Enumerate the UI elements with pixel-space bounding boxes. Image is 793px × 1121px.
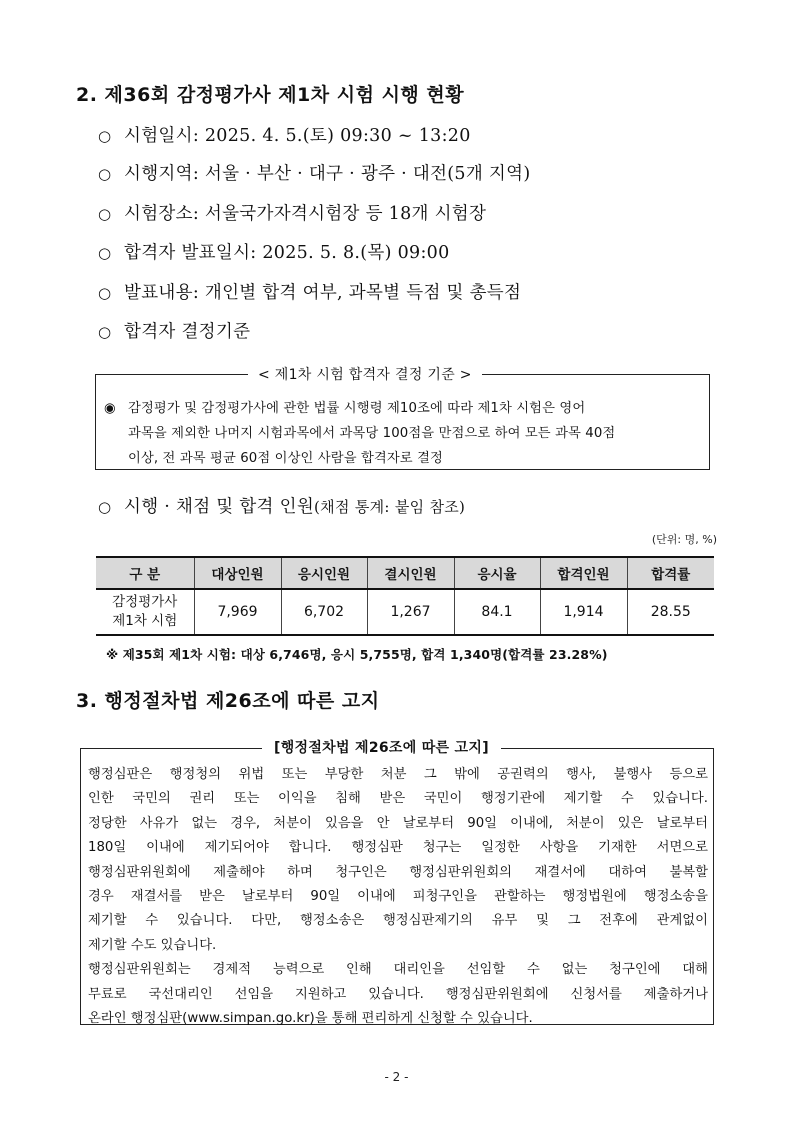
circle-bullet-icon: ○ bbox=[98, 127, 112, 145]
circle-bullet-icon: ○ bbox=[98, 165, 112, 183]
bullet-note: (채점 통계: 붙임 참조) bbox=[314, 498, 466, 516]
table-header: 대상인원 bbox=[194, 557, 281, 589]
notice-line: 정당한 사유가 없는 경우, 처분이 있음을 안 날로부터 90일 이내에, 처분이 있은 날로부터 bbox=[88, 815, 708, 831]
circle-bullet-icon: ○ bbox=[98, 244, 112, 262]
table-row bbox=[96, 589, 714, 635]
table-header: 결시인원 bbox=[367, 557, 454, 589]
table-header: 응시율 bbox=[454, 557, 540, 589]
notice-line: 온라인 행정심판(www.simpan.go.kr)을 통해 편리하게 신청할 수 있습니다. bbox=[88, 1011, 533, 1027]
circle-bullet-icon: ○ bbox=[98, 498, 112, 516]
notice-line: 제기할 수 있습니다. 다만, 행정소송은 행정심판제기의 유무 및 그 전후에 관계없이 bbox=[88, 913, 708, 929]
notice-line: 180일 이내에 제기되어야 합니다. 행정심판 청구는 일정한 사항을 기재한 서면으로 bbox=[88, 840, 708, 856]
criteria-line: 과목을 제외한 나머지 시험과목에서 과목당 100점을 만점으로 하여 모든 과목 40점 bbox=[128, 426, 616, 441]
bullet-text: 발표내용: 개인별 합격 여부, 과목별 득점 및 총득점 bbox=[124, 283, 522, 303]
stats-table bbox=[96, 556, 714, 636]
table-header-row bbox=[96, 557, 714, 589]
table-header: 합격인원 bbox=[540, 557, 627, 589]
bullet-item bbox=[98, 279, 521, 304]
circle-bullet-icon: ○ bbox=[98, 284, 112, 302]
bullet-text: 시행지역: 서울 · 부산 · 대구 · 광주 · 대전(5개 지역) bbox=[124, 164, 531, 184]
bullet-item bbox=[98, 318, 250, 343]
criteria-text bbox=[104, 396, 704, 471]
notice-box-title: [행정절차법 제26조에 따른 고지] bbox=[262, 737, 501, 757]
table-row-label: 감정평가사 제1차 시험 bbox=[96, 589, 194, 635]
bullet-item bbox=[98, 239, 450, 264]
table-cell: 1,914 bbox=[540, 589, 627, 635]
criteria-line: 이상, 전 과목 평균 60점 이상인 사람을 합격자로 결정 bbox=[128, 451, 443, 466]
table-header: 응시인원 bbox=[281, 557, 367, 589]
previous-exam-note: ※ 제35회 제1차 시험: 대상 6,746명, 응시 5,755명, 합격 1,340명(합격률 23.28%) bbox=[106, 647, 608, 662]
notice-line: 경우 재결서를 받은 날로부터 90일 이내에 피청구인을 관할하는 행정법원에 행정소송을 bbox=[88, 889, 708, 905]
bullet-text: 합격자 결정기준 bbox=[124, 322, 251, 342]
circle-bullet-icon: ○ bbox=[98, 323, 112, 341]
section-2-heading: 2. 제36회 감정평가사 제1차 시험 시행 현황 bbox=[76, 84, 465, 106]
bullet-text: 시험일시: 2025. 4. 5.(토) 09:30 ~ 13:20 bbox=[124, 126, 471, 146]
table-cell: 84.1 bbox=[454, 589, 540, 635]
unit-label: (단위: 명, %) bbox=[651, 533, 717, 546]
notice-line: 무료로 국선대리인 선임을 지원하고 있습니다. 행정심판위원회에 신청서를 제출하거나 bbox=[88, 986, 708, 1002]
table-cell: 1,267 bbox=[367, 589, 454, 635]
bullet-text: 시행 · 채점 및 합격 인원 bbox=[124, 497, 315, 517]
bullet-item bbox=[98, 122, 471, 147]
circle-bullet-icon: ○ bbox=[98, 205, 112, 223]
table-header: 합격률 bbox=[627, 557, 714, 589]
table-header: 구 분 bbox=[96, 557, 194, 589]
table-cell: 28.55 bbox=[627, 589, 714, 635]
notice-line: 행정심판위원회에 제출해야 하며 청구인은 행정심판위원회의 재결서에 대하여 불복할 bbox=[88, 864, 708, 880]
notice-line: 인한 국민의 권리 또는 이익을 침해 받은 국민이 행정기관에 제기할 수 있습니다. bbox=[88, 791, 708, 807]
table-cell: 6,702 bbox=[281, 589, 367, 635]
criteria-line: ◉ 감정평가 및 감정평가사에 관한 법률 시행령 제10조에 따라 제1차 시험은 영어 bbox=[104, 396, 704, 421]
bullet-text: 시험장소: 서울국가자격시험장 등 18개 시험장 bbox=[124, 204, 487, 224]
bullet-item bbox=[98, 200, 486, 225]
bullet-item bbox=[98, 160, 530, 185]
notice-line: 행정심판위원회는 경제적 능력으로 인해 대리인을 선임할 수 없는 청구인에 대해 bbox=[88, 962, 708, 978]
bullet-item bbox=[98, 493, 465, 518]
bullet-text: 합격자 발표일시: 2025. 5. 8.(목) 09:00 bbox=[124, 243, 450, 263]
page-number: - 2 - bbox=[384, 1070, 409, 1084]
notice-line: 행정심판은 행정청의 위법 또는 부당한 처분 그 밖에 공권력의 행사, 불행사 등으로 bbox=[88, 767, 708, 782]
criteria-box-title: < 제1차 시험 합격자 결정 기준 > bbox=[248, 364, 482, 384]
dotted-circle-bullet-icon: ◉ bbox=[104, 401, 116, 416]
table-cell: 7,969 bbox=[194, 589, 281, 635]
section-3-heading: 3. 행정절차법 제26조에 따른 고지 bbox=[76, 690, 380, 712]
notice-text bbox=[88, 763, 708, 1031]
notice-line: 제기할 수도 있습니다. bbox=[88, 937, 217, 953]
